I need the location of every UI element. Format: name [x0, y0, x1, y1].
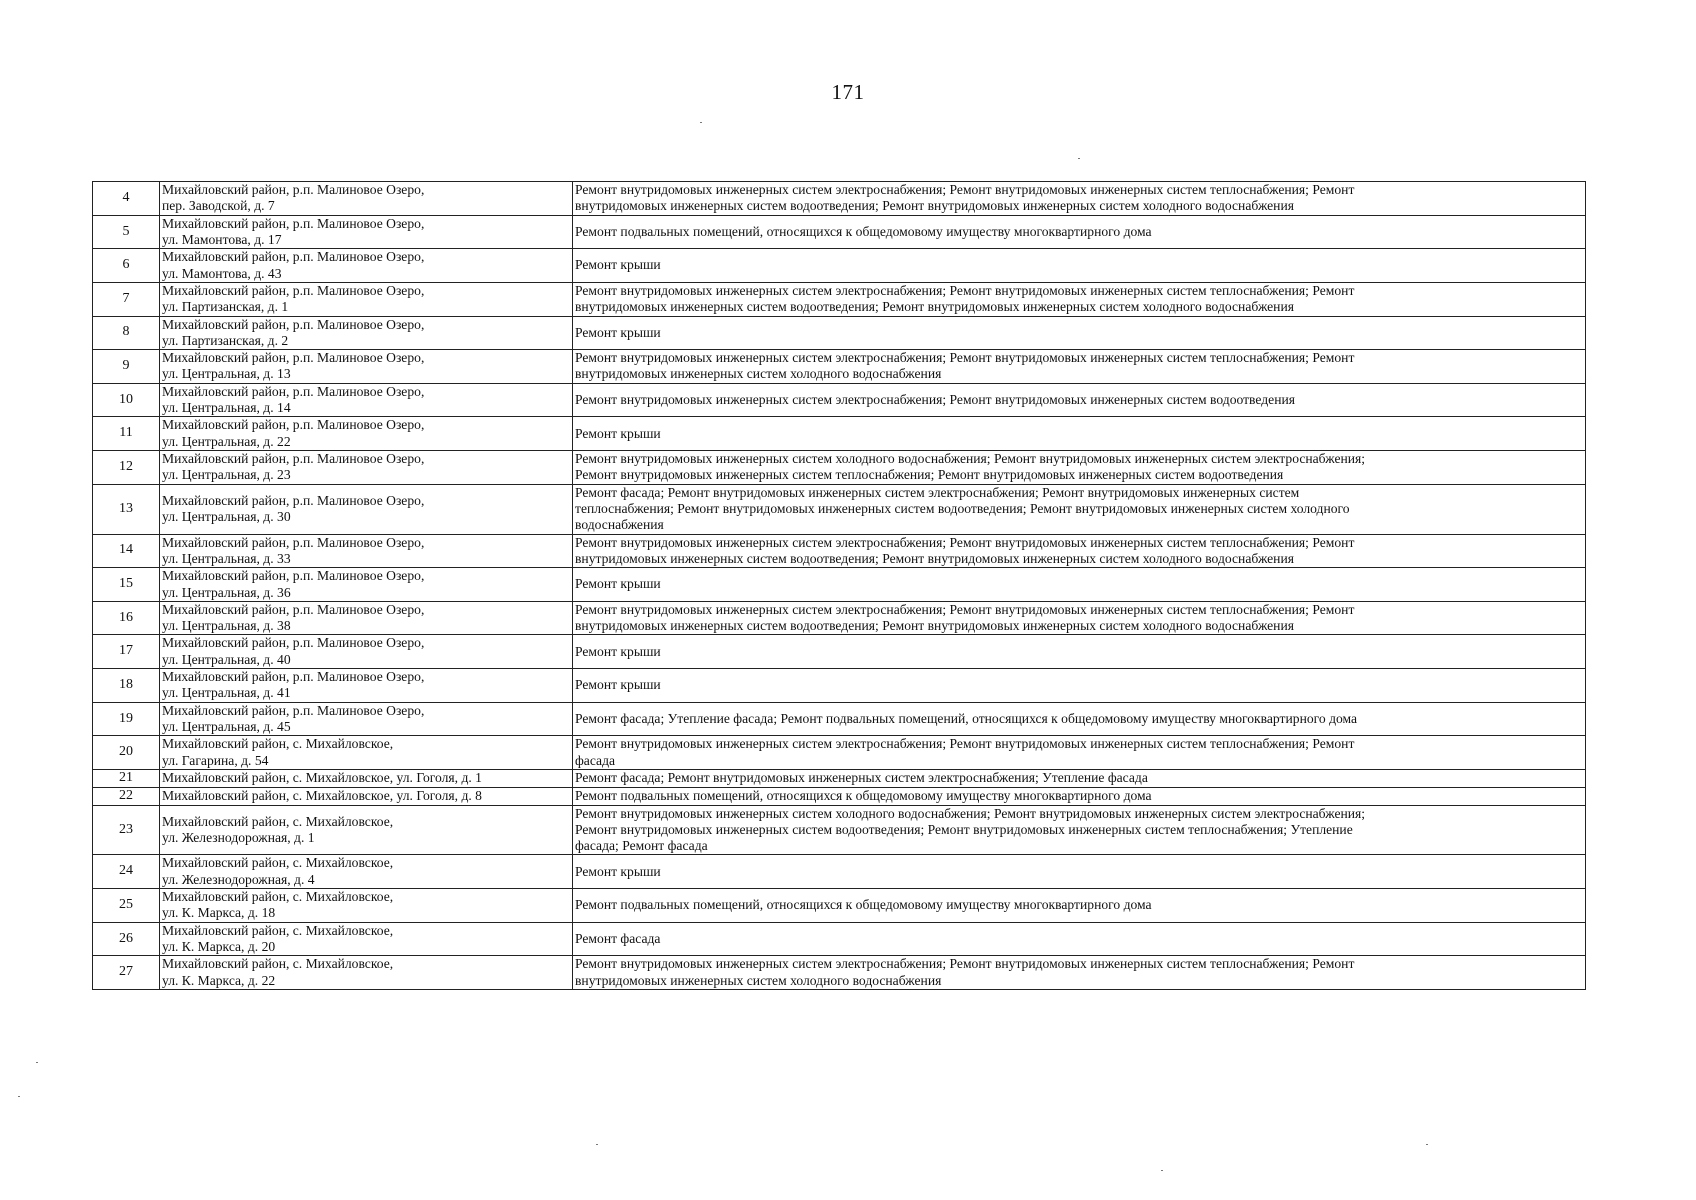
table-row — [93, 249, 1586, 283]
address-line: пер. Заводской, д. 7 — [162, 198, 275, 214]
scan-speck — [700, 122, 702, 123]
work-type-line: Ремонт крыши — [575, 425, 661, 441]
address-line: Михайловский район, р.п. Малиновое Озеро, — [162, 182, 425, 197]
address-line: Михайловский район, р.п. Малиновое Озеро, — [162, 451, 425, 466]
row-number: 6 — [93, 249, 160, 283]
work-type-cell — [573, 568, 1586, 602]
table-row — [93, 956, 1586, 990]
address-line: ул. Гагарина, д. 54 — [162, 752, 269, 768]
address-line: ул. Центральная, д. 41 — [162, 685, 291, 701]
work-type-line: Ремонт внутридомовых инженерных систем электроснабжения; Ремонт внутридомовых инженерных систем теплоснабжения; Ремонт — [575, 534, 1355, 550]
row-number: 10 — [93, 383, 160, 417]
work-type-line: Ремонт крыши — [575, 863, 661, 879]
row-number: 27 — [93, 956, 160, 990]
row-number: 5 — [93, 215, 160, 249]
work-type-cell — [573, 182, 1586, 216]
address-cell — [160, 956, 573, 990]
scan-speck — [1078, 158, 1080, 159]
row-number: 24 — [93, 855, 160, 889]
work-type-cell — [573, 215, 1586, 249]
table-row — [93, 316, 1586, 350]
table-row — [93, 451, 1586, 485]
row-number: 11 — [93, 417, 160, 451]
address-line: ул. Центральная, д. 36 — [162, 584, 291, 600]
table-row — [93, 350, 1586, 384]
address-line: ул. Мамонтова, д. 17 — [162, 231, 282, 247]
work-type-cell — [573, 702, 1586, 736]
address-cell — [160, 601, 573, 635]
work-type-line: внутридомовых инженерных систем водоотведения; Ремонт внутридомовых инженерных систем холодного водоснабжения — [575, 550, 1294, 566]
address-line: Михайловский район, с. Михайловское, — [162, 956, 394, 972]
address-line: ул. Партизанская, д. 1 — [162, 299, 289, 315]
address-cell — [160, 282, 573, 316]
address-cell — [160, 316, 573, 350]
address-cell — [160, 855, 573, 889]
address-line: Михайловский район, с. Михайловское, ул. Гоголя, д. 8 — [162, 787, 482, 803]
work-type-line: Ремонт внутридомовых инженерных систем холодного водоснабжения; Ремонт внутридомовых инженерных систем электроснабжения; — [575, 451, 1366, 466]
address-line: ул. Центральная, д. 38 — [162, 618, 291, 634]
row-number: 17 — [93, 635, 160, 669]
address-cell — [160, 805, 573, 855]
address-line: ул. К. Маркса, д. 18 — [162, 905, 276, 921]
row-number: 22 — [93, 787, 160, 805]
row-number: 9 — [93, 350, 160, 384]
table-row — [93, 889, 1586, 923]
address-line: ул. Центральная, д. 45 — [162, 719, 291, 734]
row-number: 16 — [93, 601, 160, 635]
work-type-line: Ремонт фасада — [575, 930, 661, 946]
address-line: ул. Железнодорожная, д. 4 — [162, 871, 315, 887]
work-type-cell — [573, 534, 1586, 568]
table-row — [93, 922, 1586, 956]
row-number: 21 — [93, 769, 160, 787]
row-number: 4 — [93, 182, 160, 216]
address-line: Михайловский район, с. Михайловское, — [162, 736, 394, 752]
address-cell — [160, 249, 573, 283]
table-row — [93, 215, 1586, 249]
work-type-cell — [573, 350, 1586, 384]
repair-works-table — [92, 181, 1586, 990]
work-type-line: Ремонт внутридомовых инженерных систем теплоснабжения; Ремонт внутридомовых инженерных систем водоотведения — [575, 467, 1284, 483]
work-type-line: Ремонт внутридомовых инженерных систем электроснабжения; Ремонт внутридомовых инженерных систем теплоснабжения; Ремонт — [575, 282, 1355, 298]
work-type-line: Ремонт подвальных помещений, относящихся к общедомовому имуществу многоквартирного дома — [575, 787, 1152, 803]
work-type-cell — [573, 769, 1586, 787]
address-line: Михайловский район, р.п. Малиновое Озеро, — [162, 215, 425, 231]
address-line: ул. Железнодорожная, д. 1 — [162, 830, 315, 845]
work-type-line: Ремонт внутридомовых инженерных систем холодного водоснабжения; Ремонт внутридомовых инженерных систем электроснабжения; — [575, 805, 1366, 821]
address-cell — [160, 702, 573, 736]
work-type-cell — [573, 451, 1586, 485]
table-row — [93, 383, 1586, 417]
row-number: 8 — [93, 316, 160, 350]
table-row — [93, 787, 1586, 805]
row-number: 7 — [93, 282, 160, 316]
address-line: Михайловский район, р.п. Малиновое Озеро, — [162, 534, 425, 550]
table-row — [93, 805, 1586, 855]
work-type-line: Ремонт крыши — [575, 257, 661, 273]
table-body — [93, 182, 1586, 990]
work-type-cell — [573, 956, 1586, 990]
work-type-cell — [573, 805, 1586, 855]
address-cell — [160, 635, 573, 669]
table-row — [93, 702, 1586, 736]
work-type-line: внутридомовых инженерных систем водоотведения; Ремонт внутридомовых инженерных систем холодного водоснабжения — [575, 299, 1294, 315]
row-number: 15 — [93, 568, 160, 602]
work-type-cell — [573, 484, 1586, 534]
work-type-line: Ремонт внутридомовых инженерных систем электроснабжения; Ремонт внутридомовых инженерных систем теплоснабжения; Ремонт — [575, 956, 1355, 972]
row-number: 18 — [93, 669, 160, 703]
work-type-cell — [573, 635, 1586, 669]
address-cell — [160, 534, 573, 568]
work-type-line: Ремонт внутридомовых инженерных систем электроснабжения; Ремонт внутридомовых инженерных систем теплоснабжения; Ремонт — [575, 350, 1355, 366]
work-type-line: Ремонт внутридомовых инженерных систем электроснабжения; Ремонт внутридомовых инженерных систем теплоснабжения; Ремонт — [575, 182, 1355, 197]
address-line: ул. Центральная, д. 40 — [162, 651, 291, 667]
address-cell — [160, 451, 573, 485]
table-row — [93, 769, 1586, 787]
work-type-line: внутридомовых инженерных систем водоотведения; Ремонт внутридомовых инженерных систем холодного водоснабжения — [575, 618, 1294, 634]
address-cell — [160, 182, 573, 216]
address-cell — [160, 922, 573, 956]
page-number: 171 — [831, 80, 865, 104]
work-type-cell — [573, 282, 1586, 316]
work-type-cell — [573, 922, 1586, 956]
table-row — [93, 484, 1586, 534]
address-cell — [160, 484, 573, 534]
address-cell — [160, 889, 573, 923]
address-line: Михайловский район, р.п. Малиновое Озеро, — [162, 601, 425, 617]
work-type-line: Ремонт внутридомовых инженерных систем электроснабжения; Ремонт внутридомовых инженерных систем теплоснабжения; Ремонт — [575, 736, 1355, 752]
address-cell — [160, 736, 573, 770]
address-cell — [160, 350, 573, 384]
address-line: Михайловский район, р.п. Малиновое Озеро, — [162, 669, 425, 685]
work-type-line: водоснабжения — [575, 517, 664, 533]
address-line: Михайловский район, р.п. Малиновое Озеро, — [162, 492, 425, 508]
work-type-cell — [573, 249, 1586, 283]
work-type-cell — [573, 736, 1586, 770]
address-line: Михайловский район, р.п. Малиновое Озеро, — [162, 383, 425, 399]
work-type-line: Ремонт крыши — [575, 643, 661, 659]
address-line: Михайловский район, р.п. Малиновое Озеро, — [162, 568, 425, 584]
work-type-line: Ремонт крыши — [575, 576, 661, 592]
row-number: 14 — [93, 534, 160, 568]
address-line: Михайловский район, р.п. Малиновое Озеро, — [162, 417, 425, 433]
address-line: ул. К. Маркса, д. 22 — [162, 972, 276, 988]
work-type-cell — [573, 787, 1586, 805]
work-type-line: внутридомовых инженерных систем водоотведения; Ремонт внутридомовых инженерных систем холодного водоснабжения — [575, 198, 1294, 214]
table-row — [93, 635, 1586, 669]
work-type-cell — [573, 417, 1586, 451]
address-cell — [160, 417, 573, 451]
scan-speck — [18, 1096, 20, 1097]
scan-speck — [1161, 1170, 1163, 1171]
address-cell — [160, 568, 573, 602]
work-type-line: Ремонт крыши — [575, 677, 661, 693]
table-row — [93, 736, 1586, 770]
row-number: 19 — [93, 702, 160, 736]
address-line: Михайловский район, с. Михайловское, — [162, 922, 394, 938]
work-type-line: Ремонт подвальных помещений, относящихся к общедомовому имуществу многоквартирного дома — [575, 897, 1152, 913]
address-line: ул. Партизанская, д. 2 — [162, 332, 289, 348]
row-number: 26 — [93, 922, 160, 956]
table-row — [93, 182, 1586, 216]
scan-speck — [596, 1144, 598, 1145]
work-type-cell — [573, 316, 1586, 350]
address-line: Михайловский район, с. Михайловское, — [162, 855, 394, 871]
address-cell — [160, 669, 573, 703]
work-type-cell — [573, 889, 1586, 923]
address-line: Михайловский район, р.п. Малиновое Озеро, — [162, 702, 425, 718]
address-cell — [160, 215, 573, 249]
row-number: 13 — [93, 484, 160, 534]
address-line: Михайловский район, р.п. Малиновое Озеро, — [162, 249, 425, 265]
work-type-cell — [573, 601, 1586, 635]
address-line: ул. Центральная, д. 33 — [162, 550, 291, 566]
scan-speck — [1426, 1144, 1428, 1145]
table-row — [93, 855, 1586, 889]
address-cell — [160, 383, 573, 417]
work-type-line: Ремонт фасада; Утепление фасада; Ремонт подвальных помещений, относящихся к общедомовому имуществу многоквартирного дома — [575, 710, 1358, 726]
work-type-line: Ремонт крыши — [575, 324, 661, 340]
work-type-line: фасада — [575, 752, 616, 768]
work-type-line: Ремонт подвальных помещений, относящихся к общедомовому имуществу многоквартирного дома — [575, 223, 1152, 239]
address-line: ул. Центральная, д. 22 — [162, 433, 291, 449]
address-line: ул. Центральная, д. 13 — [162, 366, 291, 382]
table-row — [93, 282, 1586, 316]
address-line: Михайловский район, с. Михайловское, — [162, 889, 394, 905]
table-row — [93, 534, 1586, 568]
row-number: 12 — [93, 451, 160, 485]
address-line: Михайловский район, р.п. Малиновое Озеро, — [162, 350, 425, 366]
table-row — [93, 669, 1586, 703]
work-type-cell — [573, 669, 1586, 703]
address-cell — [160, 769, 573, 787]
work-type-line: Ремонт фасада; Ремонт внутридомовых инженерных систем электроснабжения; Утепление фасада — [575, 770, 1148, 786]
address-line: ул. Центральная, д. 14 — [162, 400, 291, 416]
address-line: ул. Центральная, д. 30 — [162, 509, 291, 525]
row-number: 23 — [93, 805, 160, 855]
work-type-line: внутридомовых инженерных систем холодного водоснабжения — [575, 972, 942, 988]
work-type-cell — [573, 383, 1586, 417]
table-row — [93, 417, 1586, 451]
address-cell — [160, 787, 573, 805]
work-type-cell — [573, 855, 1586, 889]
work-type-line: Ремонт фасада; Ремонт внутридомовых инженерных систем электроснабжения; Ремонт внутридомовых инженерных систем — [575, 484, 1300, 500]
address-line: ул. Центральная, д. 23 — [162, 467, 291, 483]
address-line: Михайловский район, р.п. Малиновое Озеро, — [162, 316, 425, 332]
row-number: 20 — [93, 736, 160, 770]
work-type-line: внутридомовых инженерных систем холодного водоснабжения — [575, 366, 942, 382]
work-type-line: Ремонт внутридомовых инженерных систем электроснабжения; Ремонт внутридомовых инженерных систем водоотведения — [575, 391, 1295, 407]
address-line: ул. Мамонтова, д. 43 — [162, 265, 282, 281]
work-type-line: фасада; Ремонт фасада — [575, 838, 708, 854]
table-row — [93, 601, 1586, 635]
row-number: 25 — [93, 889, 160, 923]
work-type-line: теплоснабжения; Ремонт внутридомовых инженерных систем водоотведения; Ремонт внутридомовых инженерных систем холодного — [575, 500, 1350, 516]
address-line: Михайловский район, с. Михайловское, — [162, 813, 394, 829]
table-row — [93, 568, 1586, 602]
address-line: Михайловский район, с. Михайловское, ул. Гоголя, д. 1 — [162, 770, 482, 786]
address-line: Михайловский район, р.п. Малиновое Озеро, — [162, 635, 425, 651]
work-type-line: Ремонт внутридомовых инженерных систем электроснабжения; Ремонт внутридомовых инженерных систем теплоснабжения; Ремонт — [575, 601, 1355, 617]
work-type-line: Ремонт внутридомовых инженерных систем водоотведения; Ремонт внутридомовых инженерных систем теплоснабжения; Утепление — [575, 821, 1353, 837]
address-line: Михайловский район, р.п. Малиновое Озеро, — [162, 282, 425, 298]
address-line: ул. К. Маркса, д. 20 — [162, 939, 276, 955]
scan-speck — [36, 1062, 38, 1063]
